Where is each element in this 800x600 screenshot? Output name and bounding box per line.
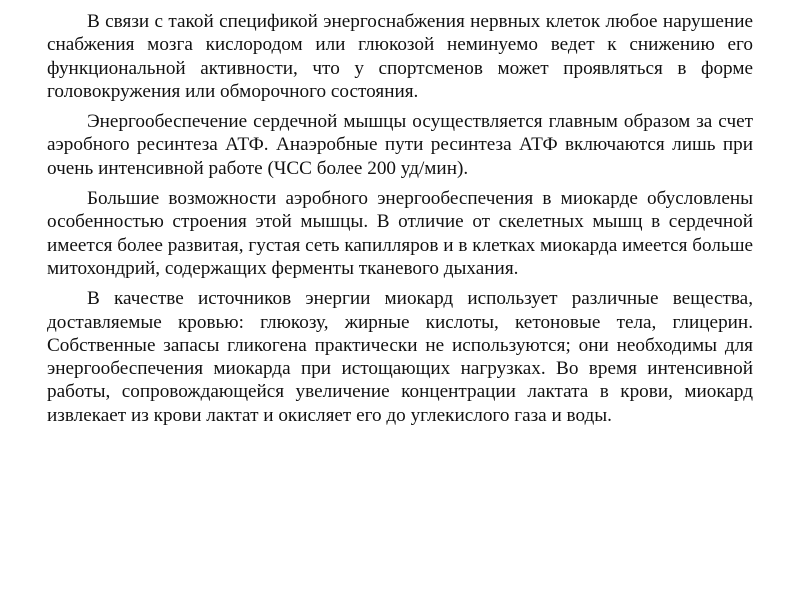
paragraph-myocardium-structure: Большие возможности аэробного энергообеспечения в миокарде обусловлены особенностью строения этой мышцы. В отличие от скелетных мышц в сердечной имеется более развитая, густая сеть капилляров и в клетках миокарда имеется больше митохондрий, содержащих ферменты тканевого дыхания. bbox=[47, 188, 753, 279]
paragraph-heart-energy: Энергообеспечение сердечной мышцы осуществляется главным образом за счет аэробного ресинтеза АТФ. Анаэробные пути ресинтеза АТФ включаются лишь при очень интенсивной работе (ЧСС более 200 уд/мин). bbox=[47, 111, 753, 179]
paragraph-energy-sources: В качестве источников энергии миокард использует различные вещества, доставляемые кровью: глюкозу, жирные кислоты, кетоновые тела, глицерин. Собственные запасы гликогена практически не используются; они необходимы для энергообеспечения миокарда при истощающих нагрузках. Во время интенсивной работы, сопровождающейся увеличение концентрации лактата в крови, миокард извлекает из крови лактат и окисляет его до углекислого газа и воды. bbox=[47, 288, 753, 426]
document-body bbox=[47, 10, 753, 434]
paragraph-nerve-cells: В связи с такой спецификой энергоснабжения нервных клеток любое нарушение снабжения мозга кислородом или глюкозой неминуемо ведет к снижению его функциональной активности, что у спортсменов может проявляться в форме головокружения или обморочного состояния. bbox=[47, 11, 753, 102]
